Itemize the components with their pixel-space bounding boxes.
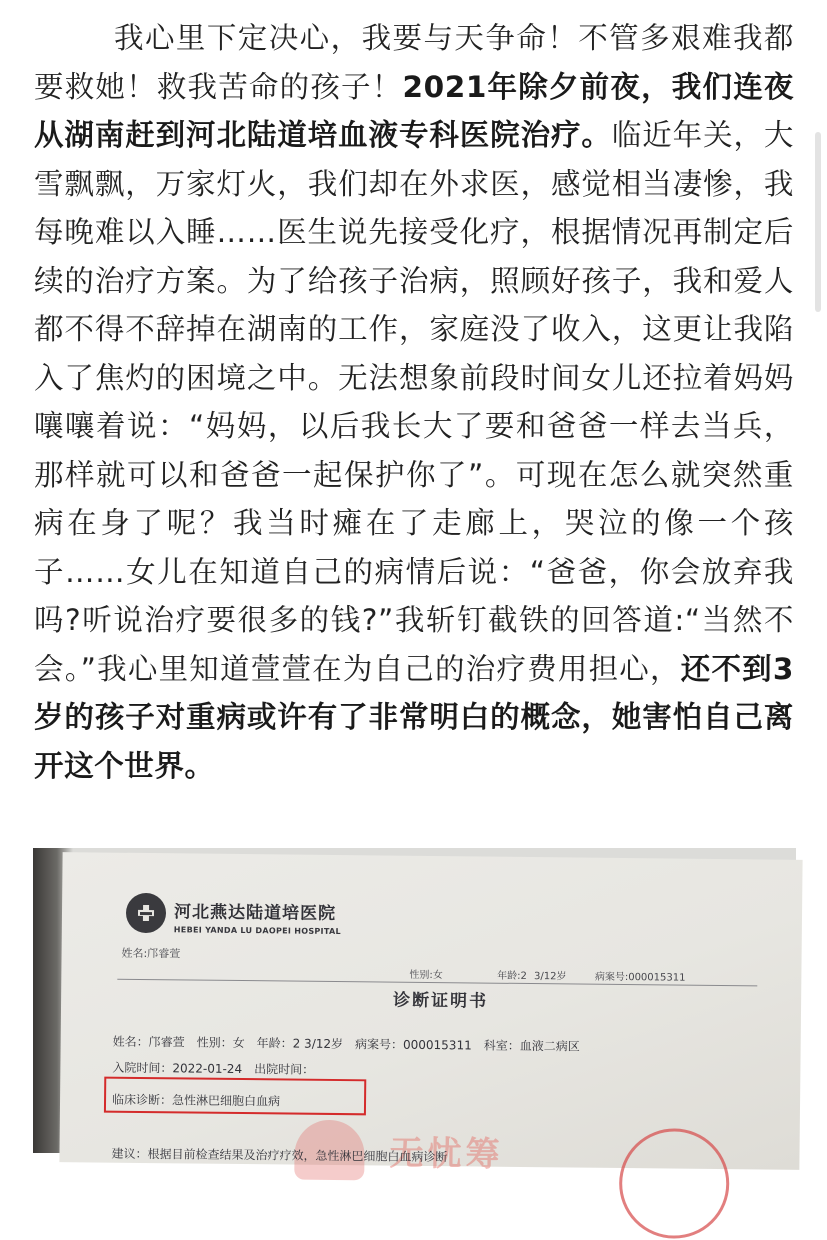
certificate-title: 诊断证明书 [393,990,489,1012]
patient-info-line: 姓名：邝睿萱 性别：女 年龄：2 3/12岁 病案号：000015311 科室：血液二病区 [112,1034,580,1054]
diagnosis-line: 临床诊断：急性淋巴细胞白血病 [111,1092,281,1109]
hospital-name-cn: 河北燕达陆道培医院 [173,902,337,924]
header-record-number: 病案号:000015311 [594,971,686,984]
article-bold-run: 还不到3岁的孩子对重病或许有了非常明白的概念，她害怕自己离开这个世界。 [34,651,795,783]
article-text-run: 临近年关，大雪飘飘，万家灯火，我们却在外求医，感觉相当凄惨，我每晚难以入睡……医生说先接受化疗，根据情况再制定后续的治疗方案。为了给孩子治病，照顾好孩子，我和爱人都不得不辞掉在湖南的工作，家庭没了收入，这更让我陷入了焦灼的困境之中。无法想象前段时间女儿还拉着妈妈嚷嚷着说：“妈妈，以后我长大了要和爸爸一样去当兵，那样就可以和爸爸一起保护你了”。可现在怎么就突然重病在身了呢？我当时瘫在了走廊上，哭泣的像一个孩子……女儿在知道自己的病情后说：“爸爸，你会放弃我吗?听说治疗要很多的钱?”我斩钉截铁的回答道:“当然不会。”我心里知道萱萱在为自己的治疗费用担心， [34,118,794,686]
diagnosis-certificate-photo [33,848,796,1175]
scrollbar[interactable] [815,132,821,312]
hospital-name-en: HEBEI YANDA LU DAOPEI HOSPITAL [173,925,341,937]
advice-line: 建议：根据目前检查结果及治疗疗效，急性淋巴细胞白血病诊断 [111,1146,448,1165]
hospital-stamp [619,1128,730,1239]
article-text [34,14,794,790]
header-gender: 性别:女 [409,969,443,982]
hospital-logo-icon [126,893,166,933]
article-paragraph [34,14,794,790]
watermark-text: 无忧筹 [389,1133,504,1175]
header-patient-name: 姓名:邝睿萱 [121,946,181,961]
article-bold-run: 2021年除夕前夜，我们连夜从湖南赶到河北陆道培血液专科医院治疗。 [34,69,794,152]
header-patient-row [409,966,685,984]
article-text-run: 我心里下定决心，我要与天争命！不管多艰难我都要救她！救我苦命的孩子！ [34,21,794,104]
header-age: 年龄:2 3/12岁 [497,970,567,983]
admission-dates-line: 入院时间：2022-01-24 出院时间： [112,1060,315,1077]
certificate-paper [59,852,802,1175]
